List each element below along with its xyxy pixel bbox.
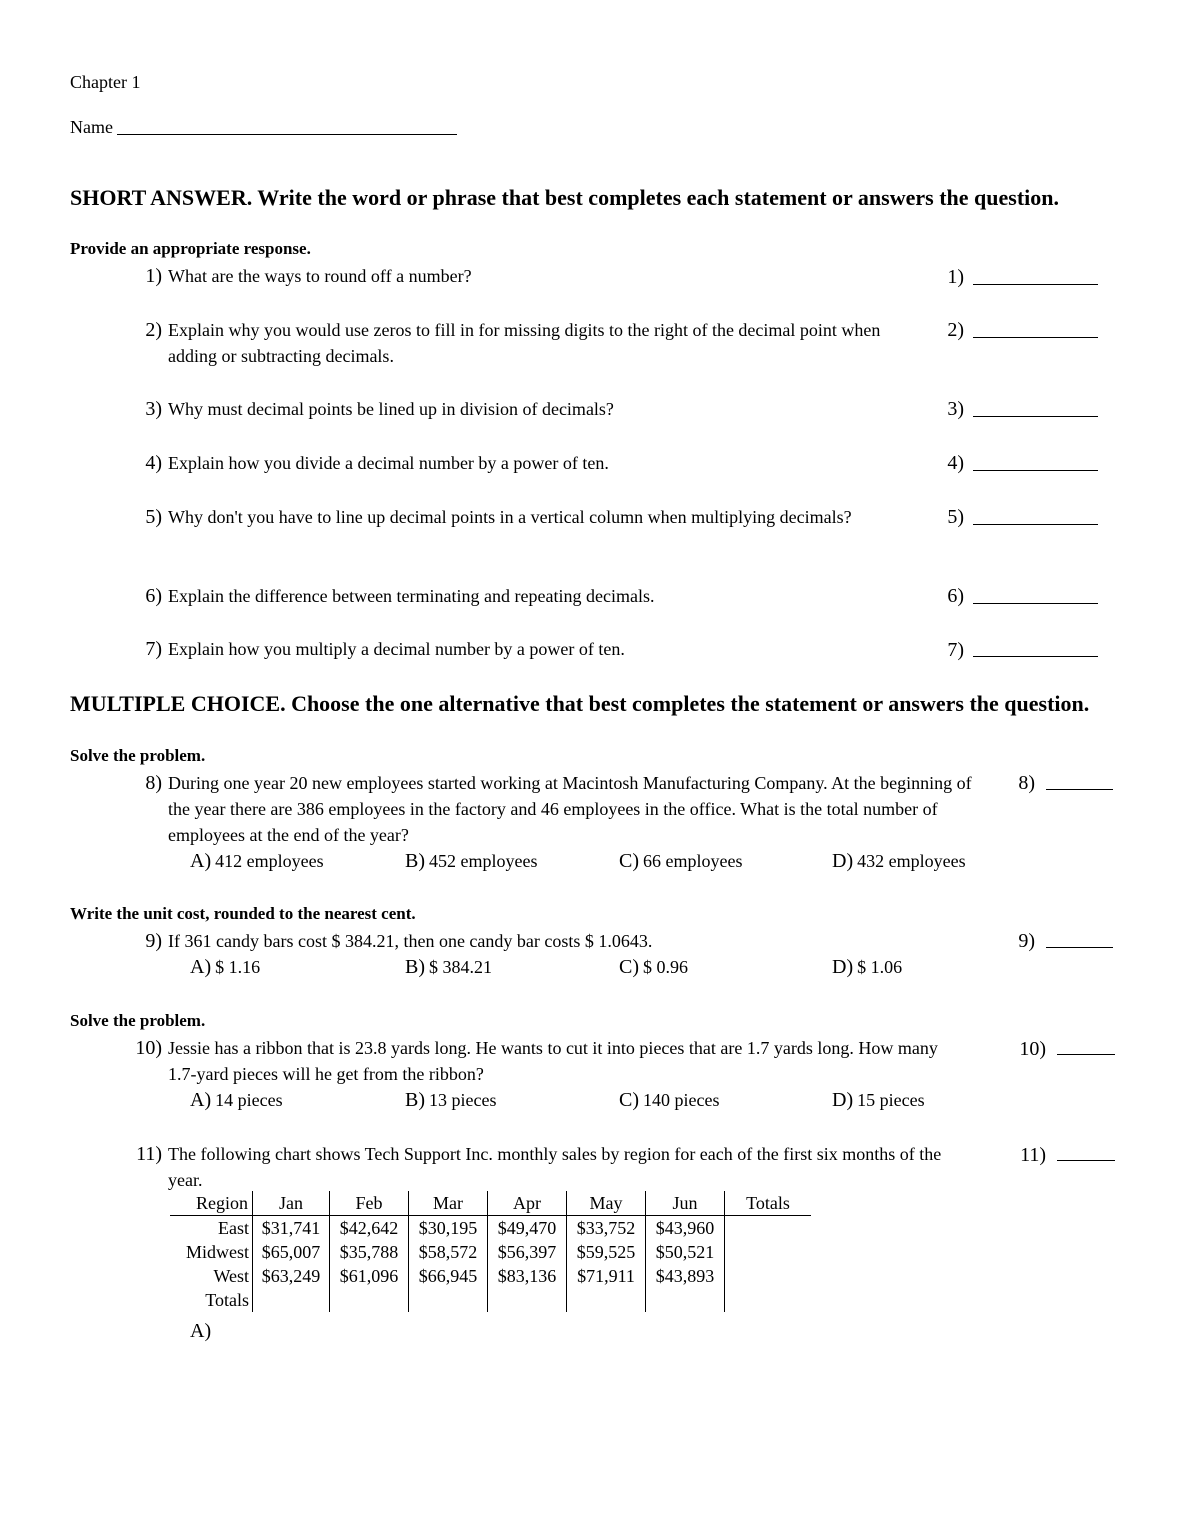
choice-b[interactable]: B) 452 employees — [405, 850, 538, 872]
choice-a[interactable]: A) 14 pieces — [190, 1089, 283, 1111]
col-header: Jun — [646, 1191, 725, 1216]
answer-blank[interactable] — [973, 337, 1098, 338]
table-cell: $35,788 — [330, 1240, 409, 1264]
mc-instruction: Solve the problem. — [70, 746, 206, 765]
answer-blank[interactable] — [973, 656, 1098, 657]
answer-number: 11) — [1020, 1144, 1046, 1166]
question-text: Jessie has a ribbon that is 23.8 yards long. He wants to cut it into pieces that are 1.7 yards long. How many 1.7-yard pieces will he get from the ribbon? — [168, 1038, 938, 1084]
table-row — [170, 1288, 811, 1312]
col-header: Totals — [725, 1191, 812, 1216]
col-header: Feb — [330, 1191, 409, 1216]
mc-instruction: Solve the problem. — [70, 1011, 206, 1030]
chapter-label: Chapter 1 — [70, 72, 141, 92]
table-cell: $59,525 — [567, 1240, 646, 1264]
table-cell — [725, 1288, 812, 1312]
table-cell — [567, 1288, 646, 1312]
answer-number: 8) — [1018, 772, 1035, 794]
question-text: Explain how you multiply a decimal number by a power of ten. — [168, 639, 625, 659]
choice-b[interactable]: B) $ 384.21 — [405, 956, 492, 978]
question-number: 4) — [145, 452, 162, 474]
question-number: 3) — [145, 398, 162, 420]
table-cell: East — [170, 1216, 253, 1241]
short-answer-instruction: Provide an appropriate response. — [70, 239, 311, 258]
choice-c[interactable]: C) 66 employees — [619, 850, 743, 872]
question-number: 5) — [145, 506, 162, 528]
question-number: 9) — [145, 930, 162, 952]
question-text: Why don't you have to line up decimal points in a vertical column when multiplying decimals? — [168, 507, 852, 527]
short-answer-title: SHORT ANSWER. Write the word or phrase that best completes each statement or answers the question. — [70, 185, 1059, 210]
question-number: 11) — [136, 1143, 162, 1165]
table-cell: $49,470 — [488, 1216, 567, 1241]
question-text: The following chart shows Tech Support Inc. monthly sales by region for each of the first six months of the year. — [168, 1144, 942, 1190]
table-cell — [725, 1264, 812, 1288]
answer-number: 10) — [1019, 1038, 1046, 1060]
table-cell: $56,397 — [488, 1240, 567, 1264]
answer-number: 9) — [1018, 930, 1035, 952]
question-number: 8) — [145, 772, 162, 794]
choice-d[interactable]: D) 15 pieces — [832, 1089, 925, 1111]
col-header: Region — [170, 1191, 253, 1216]
question-text: During one year 20 new employees started working at Macintosh Manufacturing Company. At the beginning of the year there are 386 employees in the factory and 46 employees in the office. What is the total number of employees at the end of the year? — [168, 773, 972, 845]
question-number: 2) — [145, 319, 162, 341]
table-row — [170, 1216, 811, 1241]
choice-a[interactable]: A) — [190, 1320, 212, 1342]
answer-number: 7) — [947, 639, 964, 661]
choice-b[interactable]: B) 13 pieces — [405, 1089, 497, 1111]
answer-blank[interactable] — [1046, 947, 1113, 948]
table-cell: $58,572 — [409, 1240, 488, 1264]
multiple-choice-title: MULTIPLE CHOICE. Choose the one alternative that best completes the statement or answers the question. — [70, 691, 1090, 716]
table-cell — [330, 1288, 409, 1312]
table-cell — [725, 1216, 812, 1241]
col-header: Apr — [488, 1191, 567, 1216]
answer-blank[interactable] — [973, 416, 1098, 417]
question-text: What are the ways to round off a number? — [168, 266, 472, 286]
question-number: 1) — [145, 265, 162, 287]
answer-number: 6) — [947, 585, 964, 607]
table-cell: $71,911 — [567, 1264, 646, 1288]
question-number: 10) — [135, 1037, 162, 1059]
answer-number: 5) — [947, 506, 964, 528]
question-text: If 361 candy bars cost $ 384.21, then one candy bar costs $ 1.0643. — [168, 931, 653, 951]
col-header: Jan — [253, 1191, 330, 1216]
table-header-row — [170, 1191, 811, 1216]
table-cell — [409, 1288, 488, 1312]
col-header: Mar — [409, 1191, 488, 1216]
answer-number: 1) — [947, 266, 964, 288]
sales-table — [170, 1191, 811, 1312]
answer-number: 4) — [947, 452, 964, 474]
table-cell: $31,741 — [253, 1216, 330, 1241]
mc-instruction: Write the unit cost, rounded to the nearest cent. — [70, 904, 416, 923]
table-cell — [725, 1240, 812, 1264]
answer-blank[interactable] — [973, 470, 1098, 471]
choice-d[interactable]: D) $ 1.06 — [832, 956, 903, 978]
answer-blank[interactable] — [1057, 1054, 1115, 1055]
question-number: 6) — [145, 585, 162, 607]
table-cell: $33,752 — [567, 1216, 646, 1241]
question-text: Why must decimal points be lined up in division of decimals? — [168, 399, 614, 419]
answer-blank[interactable] — [1057, 1160, 1115, 1161]
table-cell: Midwest — [170, 1240, 253, 1264]
question-text: Explain the difference between terminating and repeating decimals. — [168, 586, 655, 606]
table-cell: $43,893 — [646, 1264, 725, 1288]
table-cell: West — [170, 1264, 253, 1288]
choice-a[interactable]: A) $ 1.16 — [190, 956, 261, 978]
choice-d[interactable]: D) 432 employees — [832, 850, 966, 872]
col-header: May — [567, 1191, 646, 1216]
table-cell: $43,960 — [646, 1216, 725, 1241]
choice-a[interactable]: A) 412 employees — [190, 850, 324, 872]
answer-blank[interactable] — [1046, 789, 1113, 790]
answer-blank[interactable] — [973, 603, 1098, 604]
table-cell — [488, 1288, 567, 1312]
answer-number: 3) — [947, 398, 964, 420]
table-cell: $63,249 — [253, 1264, 330, 1288]
answer-blank[interactable] — [973, 284, 1098, 285]
table-cell: Totals — [170, 1288, 253, 1312]
choice-c[interactable]: C) 140 pieces — [619, 1089, 720, 1111]
question-text: Explain how you divide a decimal number by a power of ten. — [168, 453, 609, 473]
question-text: Explain why you would use zeros to fill in for missing digits to the right of the decimal point when adding or subtracting decimals. — [168, 320, 881, 366]
table-row — [170, 1240, 811, 1264]
question-number: 7) — [145, 638, 162, 660]
name-field[interactable] — [117, 134, 457, 135]
table-cell — [253, 1288, 330, 1312]
table-cell: $61,096 — [330, 1264, 409, 1288]
table-cell — [646, 1288, 725, 1312]
table-cell: $50,521 — [646, 1240, 725, 1264]
table-cell: $30,195 — [409, 1216, 488, 1241]
answer-blank[interactable] — [973, 524, 1098, 525]
name-label: Name — [70, 117, 113, 137]
table-cell: $83,136 — [488, 1264, 567, 1288]
table-cell: $65,007 — [253, 1240, 330, 1264]
table-cell: $42,642 — [330, 1216, 409, 1241]
choice-c[interactable]: C) $ 0.96 — [619, 956, 688, 978]
table-cell: $66,945 — [409, 1264, 488, 1288]
answer-number: 2) — [947, 319, 964, 341]
table-row — [170, 1264, 811, 1288]
